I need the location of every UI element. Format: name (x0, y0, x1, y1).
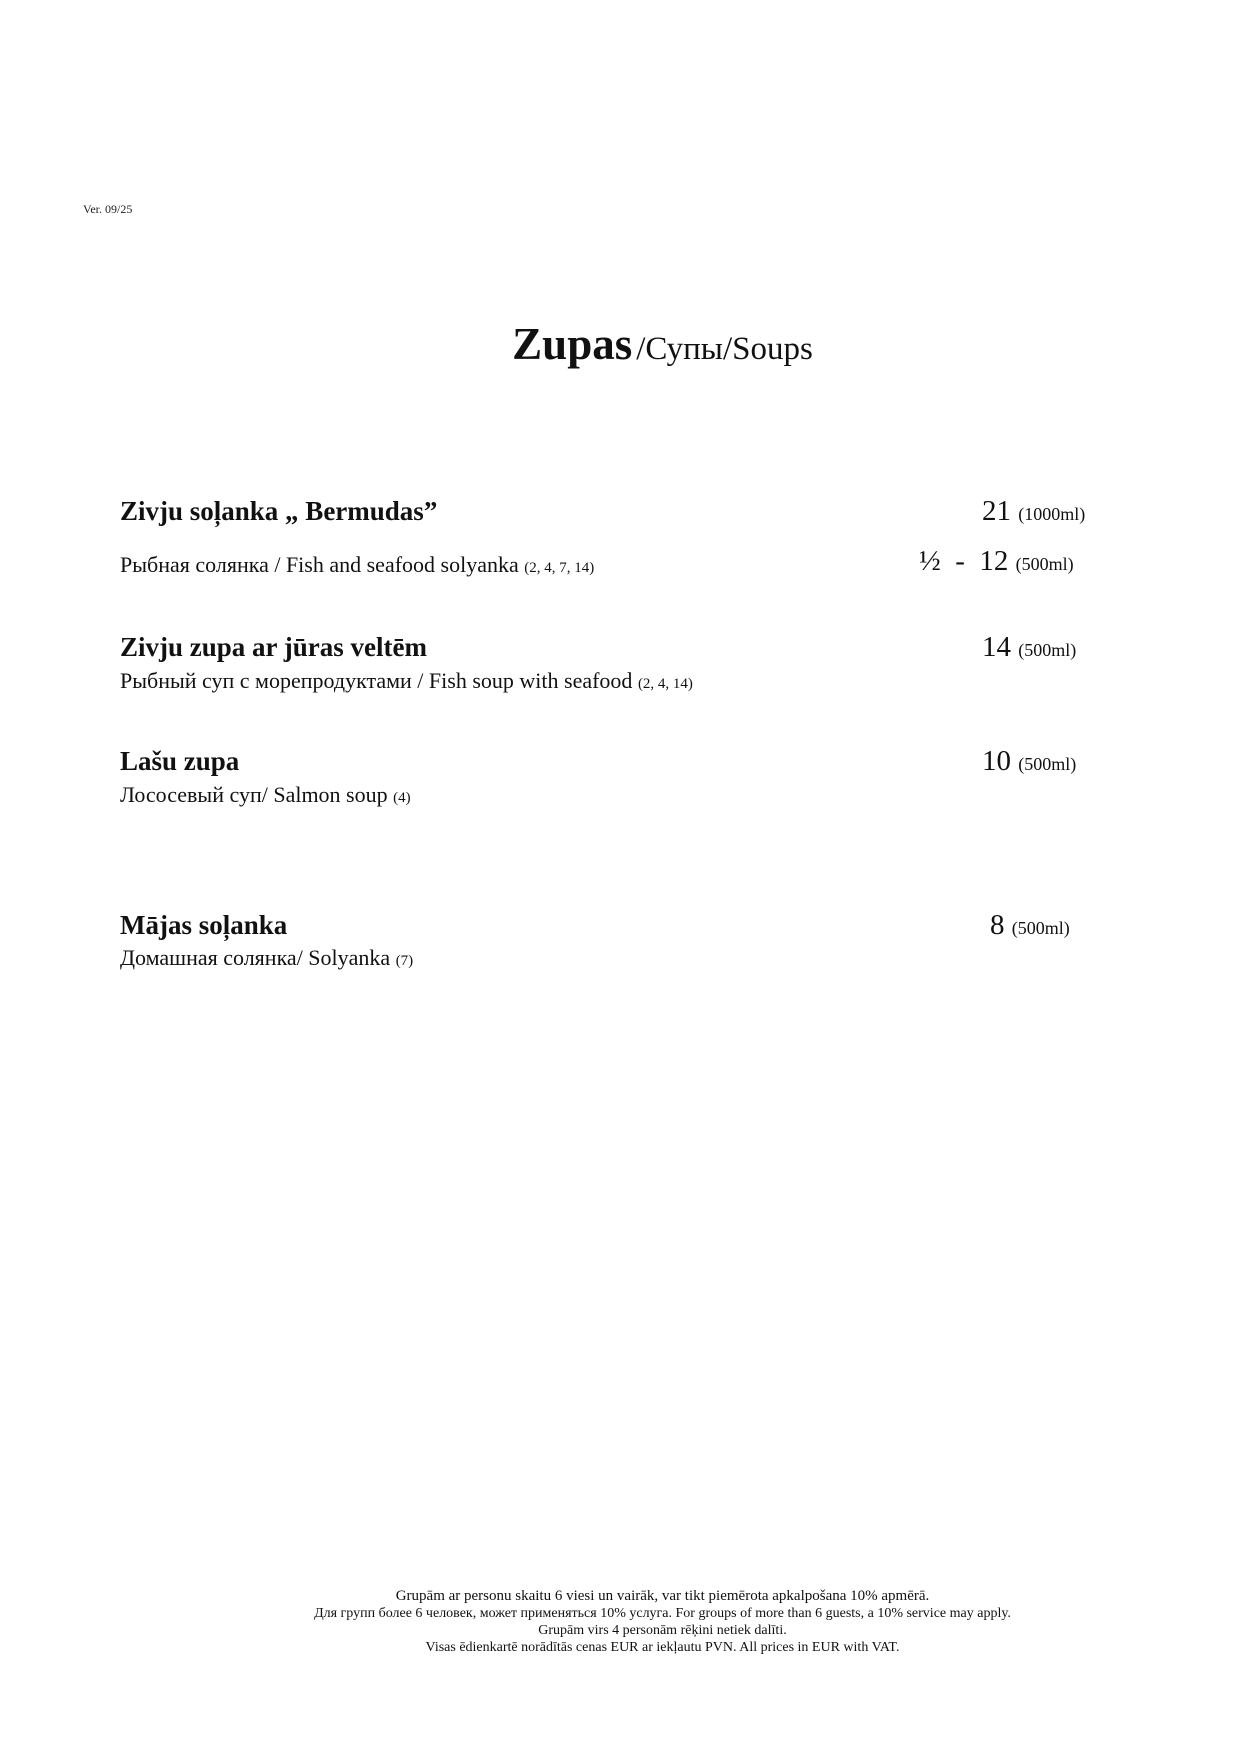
description-text: Домашная солянка/ Solyanka (120, 945, 391, 970)
price-value: 8 (990, 909, 1005, 941)
footer-notes (0, 1588, 1241, 1656)
menu-item-description (120, 668, 693, 694)
allergen-codes: (2, 4, 7, 14) (524, 560, 595, 576)
price-volume: (1000ml) (1018, 504, 1086, 524)
page-title-main: Zupas (512, 319, 633, 369)
price-value: 10 (982, 745, 1011, 777)
menu-item-description (120, 552, 594, 578)
menu-item-name: Lašu zupa (120, 746, 240, 776)
footer-line: Grupām ar personu skaitu 6 viesi un vairāk, var tikt piemērota apkalpošana 10% apmērā. (395, 1588, 930, 1604)
description-text: Рыбный суп с морепродуктами / Fish soup with seafood (120, 668, 633, 693)
description-text: Лососевый суп/ Salmon soup (120, 782, 388, 807)
price-value: 21 (982, 495, 1011, 527)
half-price-value: ½ - 12 (919, 545, 1009, 577)
menu-item-half-price (919, 545, 1074, 578)
menu-item-price (982, 495, 1085, 528)
menu-item-price (982, 631, 1076, 664)
menu-item-description (120, 782, 411, 808)
menu-item-price (990, 909, 1070, 942)
menu-item-price (982, 745, 1076, 778)
page-title-sub: /Супы/Soups (636, 331, 813, 367)
price-volume: (500ml) (1018, 640, 1077, 660)
menu-item-name: Zivju soļanka „ Bermudas” (120, 496, 438, 526)
page-title (0, 318, 1241, 370)
half-price-volume: (500ml) (1015, 554, 1074, 574)
price-volume: (500ml) (1018, 754, 1077, 774)
version-label: Ver. 09/25 (83, 202, 133, 216)
price-value: 14 (982, 631, 1011, 663)
price-volume: (500ml) (1011, 918, 1070, 938)
allergen-codes: (2, 4, 14) (637, 676, 693, 692)
allergen-codes: (4) (393, 790, 411, 806)
menu-item-name: Zivju zupa ar jūras veltēm (120, 632, 427, 662)
footer-line: Grupām virs 4 personām rēķini netiek dalīti. (538, 1623, 787, 1638)
allergen-codes: (7) (395, 953, 414, 969)
description-text: Рыбная солянка / Fish and seafood solyanka (120, 552, 519, 577)
menu-item-description (120, 945, 413, 971)
menu-item-name: Mājas soļanka (120, 910, 288, 940)
footer-line: Visas ēdienkartē norādītās cenas EUR ar iekļautu PVN. All prices in EUR with VAT. (425, 1640, 900, 1655)
footer-line: Для групп более 6 человек, может применяться 10% услуга. For groups of more than 6 guests, a 10% service may apply. (314, 1606, 1011, 1621)
